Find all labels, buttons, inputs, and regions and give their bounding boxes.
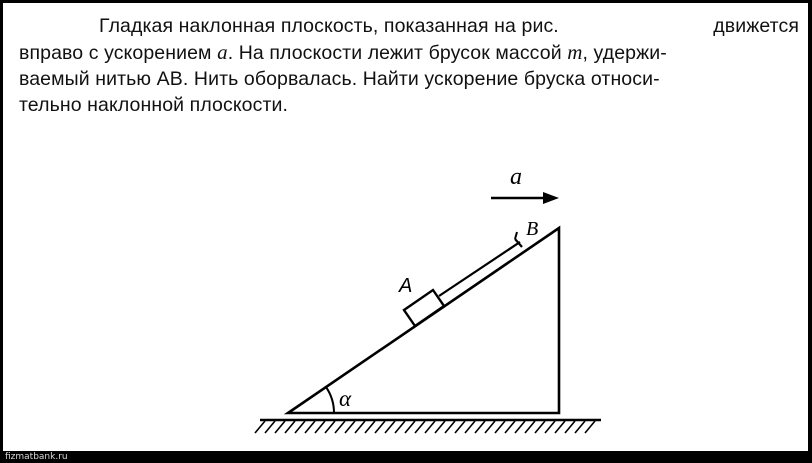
ground-hatching (255, 421, 595, 433)
inclined-plane-diagram (3, 3, 808, 451)
point-a-label: A (399, 275, 413, 297)
angle-label: α (339, 386, 352, 411)
watermark-credit: fizmatbank.ru (5, 452, 68, 462)
paper-sheet (3, 3, 808, 451)
acceleration-label: a (510, 164, 522, 190)
problem-line-4: тельно наклонной плоскости. (19, 94, 289, 116)
acceleration-arrow-head (543, 192, 559, 204)
problem-text-part: Гладкая наклонная плоскость, показанная на рис. (99, 15, 559, 37)
problem-text-part: . На плоскости лежит брусок массой (227, 42, 568, 64)
variable-m: m (567, 40, 583, 64)
problem-text-part: вправо с ускорением (19, 42, 218, 64)
angle-arc (326, 387, 334, 413)
variable-a: a (217, 40, 228, 64)
problem-text-part: , удержи- (582, 42, 667, 64)
thread-attachment (515, 232, 517, 239)
thread-ab (439, 242, 520, 296)
point-b-label: B (526, 218, 539, 240)
problem-text-part: движется (713, 15, 799, 37)
problem-line-3: ваемый нитью AB. Нить оборвалась. Найти ускорение бруска относи- (19, 68, 660, 90)
